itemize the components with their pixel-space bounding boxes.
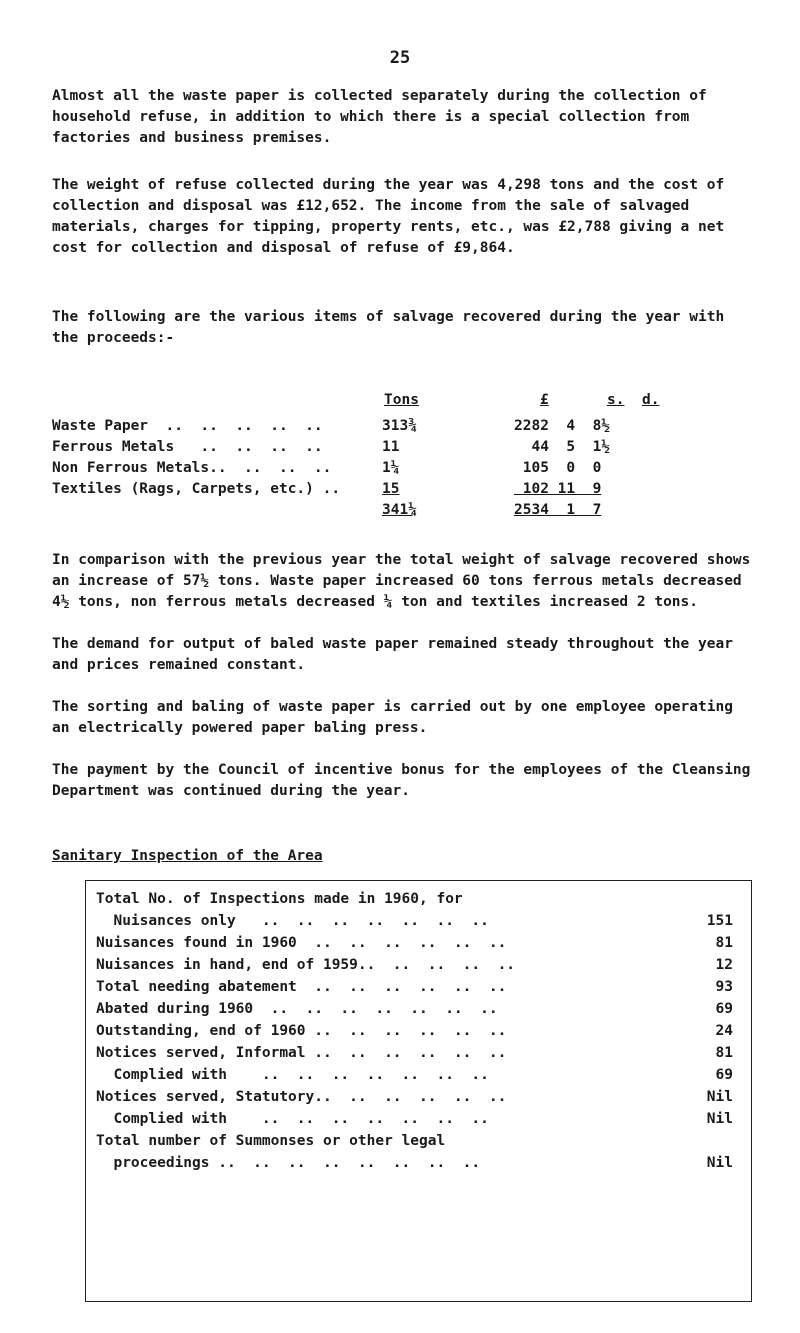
inspection-label: Nuisances found in 1960 .. .. .. .. .. .. [96,935,507,951]
inspection-row [96,913,741,934]
paragraph-refuse-cost: The weight of refuse collected during the year was 4,298 tons and the cost of collection and disposal was £12,652. The income from the sale of salvaged materials, charges for tipping, property rents, etc., was £2,788 giving a net cost for collection and disposal of refuse of £9,864. [52,177,725,256]
inspection-label: Nuisances only .. .. .. .. .. .. .. [96,913,489,929]
paragraph-salvage-comparison: In comparison with the previous year the total weight of salvage recovered shows an increase of 57½ tons. Waste paper increased 60 tons ferrous metals decreased 4½ tons, non ferrous metals decreased ¼ ton and textiles increased 2 tons. [52,552,751,610]
salvage-total-tons: 341¼ [382,502,417,518]
inspection-value: Nil [706,1089,733,1105]
paragraph-waste-paper: Almost all the waste paper is collected separately during the collection of household refuse, in addition to which there is a special collection from factories and business premises. [52,88,707,146]
inspection-row [96,1111,741,1132]
inspection-row [96,1023,741,1044]
header-pounds: £ [540,392,549,408]
inspection-label: Notices served, Statutory.. .. .. .. .. .. [96,1089,507,1105]
salvage-proceeds: 102 11 9 [514,481,602,497]
salvage-row [52,418,742,439]
header-pence: d. [642,392,660,408]
salvage-total-proceeds: 2534 1 7 [514,502,602,518]
paragraph-bonus: The payment by the Council of incentive bonus for the employees of the Cleansing Department was continued during the year. [52,762,751,799]
inspection-row [96,1045,741,1066]
header-shillings: s. [607,392,625,408]
salvage-header-row [52,392,742,418]
inspection-value: 81 [715,1045,733,1061]
inspection-value: 93 [715,979,733,995]
inspection-row [96,1133,741,1154]
salvage-item: Ferrous Metals .. .. .. .. [52,439,323,455]
inspection-row [96,1067,741,1088]
salvage-table [52,392,742,523]
inspection-value: 12 [715,957,733,973]
paragraph-demand: The demand for output of baled waste paper remained steady throughout the year and prices remained constant. [52,636,733,673]
salvage-proceeds: 105 0 0 [514,460,602,476]
inspection-label: Notices served, Informal .. .. .. .. .. .. [96,1045,507,1061]
inspection-label: Nuisances in hand, end of 1959.. .. .. .. .. [96,957,516,973]
inspection-value: 81 [715,935,733,951]
header-tons: Tons [384,392,419,408]
salvage-item: Non Ferrous Metals.. .. .. .. [52,460,332,476]
inspection-row [96,957,741,978]
inspection-row [96,935,741,956]
inspection-label: Total needing abatement .. .. .. .. .. .. [96,979,507,995]
inspection-value: 151 [706,913,733,929]
inspection-label: Outstanding, end of 1960 .. .. .. .. .. .. [96,1023,507,1039]
inspection-label: Total number of Summonses or other legal [96,1133,446,1149]
salvage-item: Waste Paper .. .. .. .. .. [52,418,323,434]
salvage-tons: 1¼ [382,460,400,476]
inspection-row [96,1001,741,1022]
salvage-tons: 15 [382,481,400,497]
inspection-value: 24 [715,1023,733,1039]
inspection-label: Abated during 1960 .. .. .. .. .. .. .. [96,1001,498,1017]
salvage-tons: 313¾ [382,418,417,434]
paragraph-sorting: The sorting and baling of waste paper is carried out by one employee operating an electrically powered paper baling press. [52,699,733,736]
inspection-value: Nil [706,1111,733,1127]
salvage-row [52,481,742,502]
inspection-table [85,880,752,1302]
salvage-row [52,460,742,481]
inspection-label: proceedings .. .. .. .. .. .. .. .. [96,1155,481,1171]
salvage-item: Textiles (Rags, Carpets, etc.) .. [52,481,341,497]
section-heading: Sanitary Inspection of the Area [52,848,323,864]
inspection-value: 69 [715,1001,733,1017]
salvage-row [52,439,742,460]
inspection-row [96,1155,741,1176]
inspection-value: 69 [715,1067,733,1083]
inspection-value: Nil [706,1155,733,1171]
inspection-label: Complied with .. .. .. .. .. .. .. [96,1067,489,1083]
salvage-tons: 11 [382,439,400,455]
salvage-total-row [52,502,742,523]
inspection-row [96,1089,741,1110]
salvage-proceeds: 44 5 1½ [514,439,611,455]
inspection-label: Total No. of Inspections made in 1960, for [96,891,463,907]
inspection-row [96,979,741,1000]
salvage-proceeds: 2282 4 8½ [514,418,611,434]
inspection-row [96,891,741,912]
inspection-label: Complied with .. .. .. .. .. .. .. [96,1111,489,1127]
paragraph-salvage-intro: The following are the various items of salvage recovered during the year with the proceeds:- [52,309,725,346]
page-number: 25 [389,48,411,68]
